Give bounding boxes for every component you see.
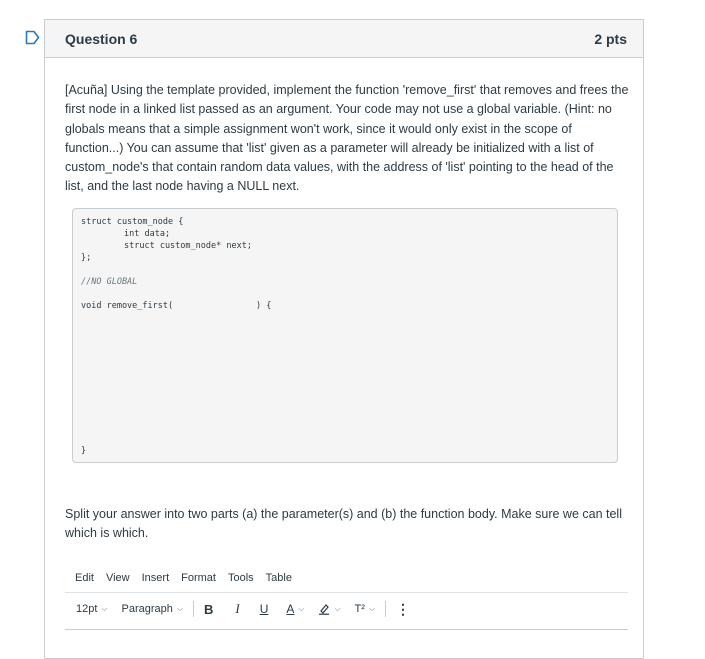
code-template [72, 208, 618, 463]
code-line: ) { [256, 301, 272, 311]
editor-toolbar [76, 600, 410, 618]
font-color-button[interactable] [286, 602, 304, 616]
bold-button[interactable]: B [203, 601, 214, 617]
code-comment: //NO GLOBAL [81, 277, 138, 287]
superscript-button[interactable] [355, 603, 375, 615]
code-line: void remove_first( [81, 301, 174, 311]
menu-edit[interactable]: Edit [75, 572, 94, 584]
editor-menubar [75, 572, 292, 584]
chevron-down-icon: ⌵ [298, 604, 305, 613]
block-format-value: Paragraph [121, 603, 173, 615]
menu-insert[interactable]: Insert [141, 572, 170, 584]
underline-button[interactable]: U [259, 602, 269, 616]
code-line: } [81, 446, 87, 456]
bookmark-icon[interactable] [25, 30, 40, 45]
menu-table[interactable]: Table [265, 572, 292, 584]
question-card [44, 19, 644, 659]
more-options-icon[interactable]: ⋮ [396, 600, 410, 617]
question-title: Question 6 [65, 30, 138, 47]
superscript-icon: T² [354, 603, 365, 615]
chevron-down-icon: ⌵ [176, 604, 183, 613]
menu-view[interactable]: View [105, 572, 130, 584]
question-header [45, 20, 643, 58]
chevron-down-icon: ⌵ [368, 604, 375, 613]
font-size-value: 12pt [76, 603, 98, 615]
question-points: 2 pts [594, 30, 627, 47]
block-format-select[interactable] [122, 603, 183, 615]
italic-button[interactable]: I [235, 601, 240, 616]
toolbar-separator [385, 601, 386, 617]
highlighter-icon [318, 603, 330, 615]
answer-instruction: Split your answer into two parts (a) the parameter(s) and (b) the function body. Make sure we can tell which is which. [65, 507, 622, 541]
font-size-select[interactable] [76, 603, 108, 615]
editor-content-border [65, 629, 628, 630]
question-text: [Acuña] Using the template provided, implement the function 'remove_first' that removes and frees the first node in a linked list passed as an argument. Your code may not use a global variable. (Hint: no globals means that a simple assignment won't work, since it would only exist in the scope of function...) You can assume that 'list' given as a parameter will already be initialized with a list of custom_node's that contain random data values, with the address of 'list' pointing to the head of the list, and the last node having a NULL next. [65, 83, 629, 194]
code-line: struct custom_node* next; [124, 241, 252, 251]
menu-tools[interactable]: Tools [227, 572, 254, 584]
menubar-divider [65, 592, 628, 593]
chevron-down-icon: ⌵ [334, 604, 341, 613]
toolbar-separator [193, 601, 194, 617]
font-color-icon: A [286, 602, 295, 616]
menu-format[interactable]: Format [181, 572, 216, 584]
highlight-color-button[interactable] [318, 603, 340, 615]
code-line: int data; [124, 229, 171, 239]
chevron-down-icon: ⌵ [101, 604, 108, 613]
code-line: struct custom_node { [81, 217, 184, 227]
code-line: }; [81, 253, 92, 263]
